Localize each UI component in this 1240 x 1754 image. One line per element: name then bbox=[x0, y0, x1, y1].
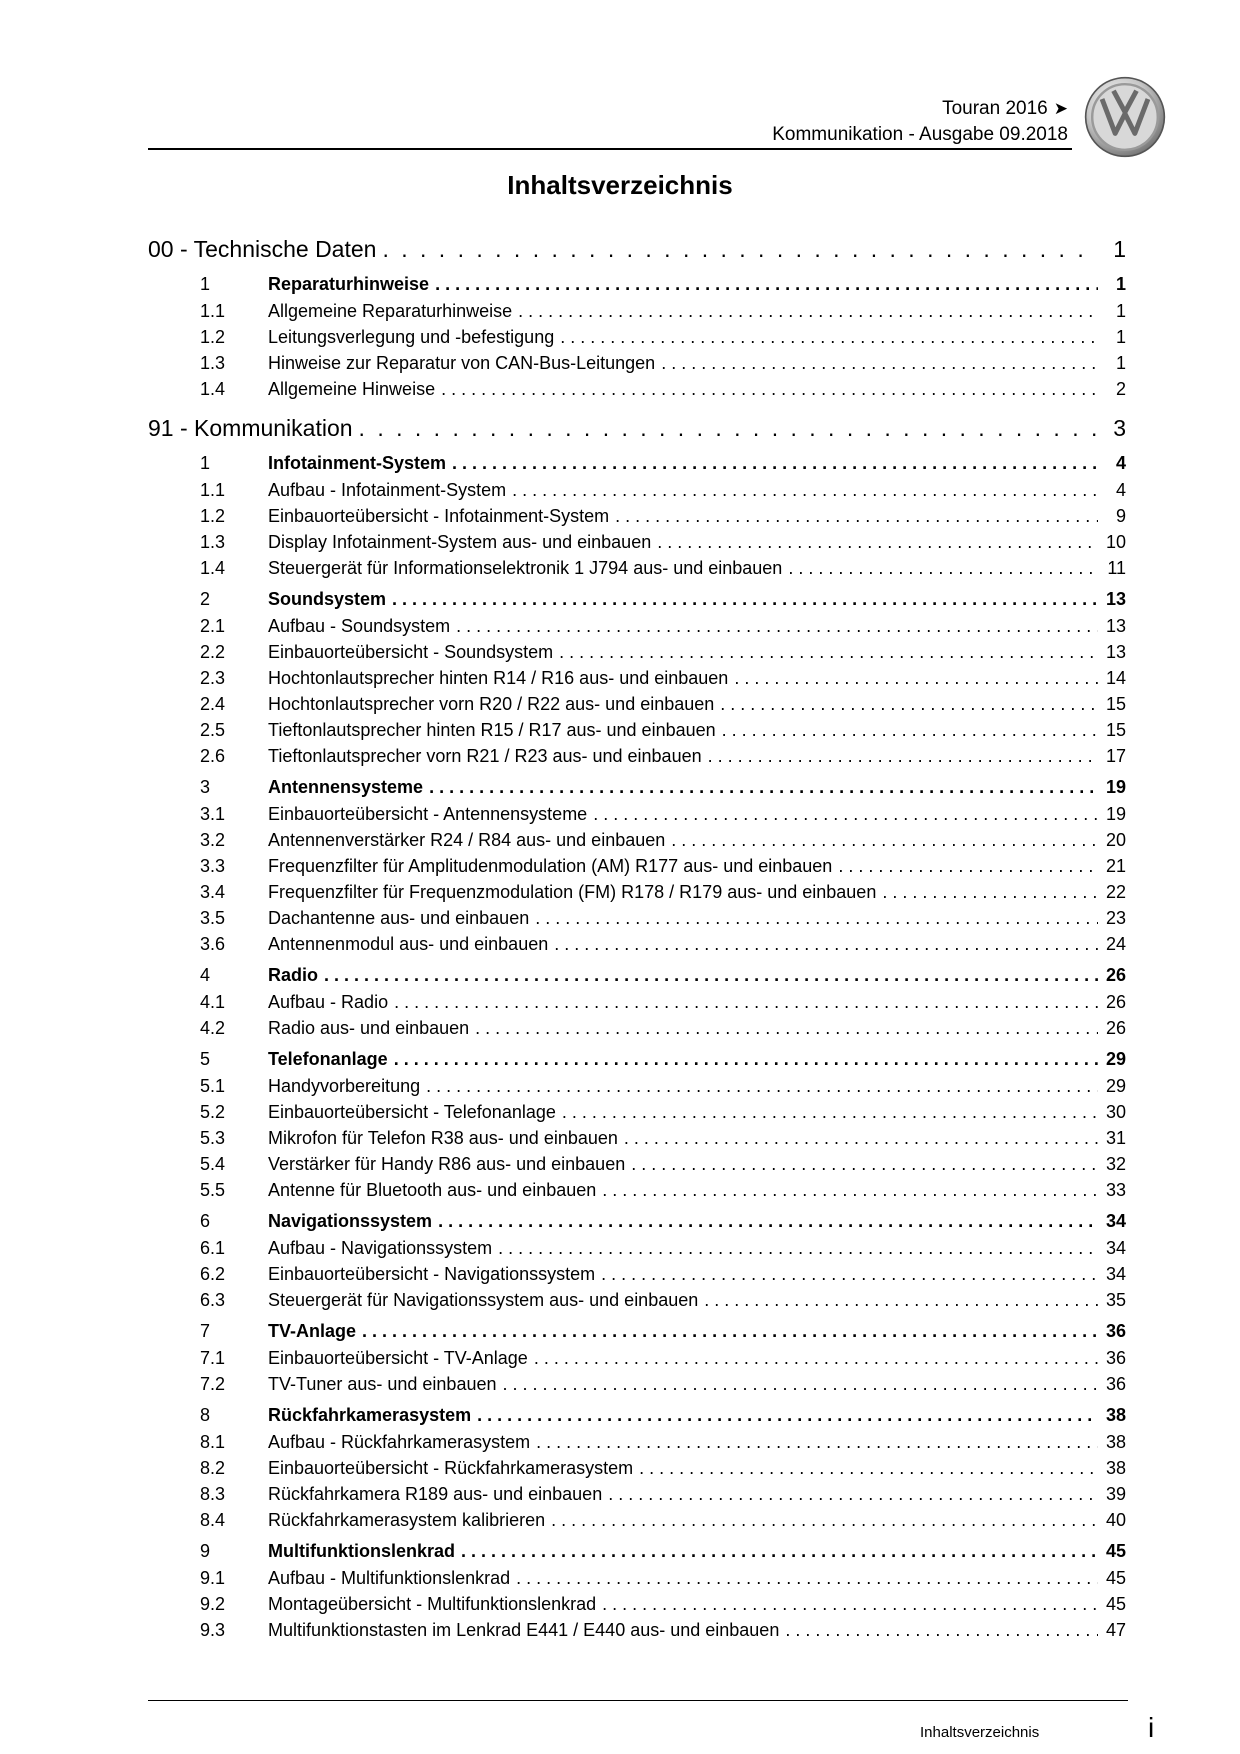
toc-leader-dots bbox=[318, 965, 1098, 986]
toc-leader-dots bbox=[698, 1290, 1098, 1311]
toc-title: Reparaturhinweise bbox=[268, 274, 430, 294]
footer-rule bbox=[148, 1700, 1128, 1701]
toc-leader-dots bbox=[716, 720, 1098, 741]
toc-page-number: 38 bbox=[1105, 1432, 1126, 1452]
toc-leader-dots bbox=[530, 1432, 1098, 1453]
toc-leader-dots bbox=[506, 480, 1098, 501]
toc-title: Steuergerät für Navigationssystem aus- und einbauen bbox=[268, 1290, 699, 1310]
toc-item-row[interactable] bbox=[148, 1458, 1126, 1484]
toc-number: 1 bbox=[200, 274, 211, 294]
header-edition: Kommunikation - Ausgabe 09.2018 bbox=[772, 124, 1068, 145]
toc-number: 2.6 bbox=[200, 746, 226, 766]
toc-number: 4 bbox=[200, 965, 211, 985]
toc-page-number: 24 bbox=[1105, 934, 1126, 954]
toc-page-number: 26 bbox=[1105, 965, 1126, 985]
toc-number: 8 bbox=[200, 1405, 211, 1425]
toc-page-number: 39 bbox=[1105, 1484, 1126, 1504]
toc-number: 9 bbox=[200, 1541, 211, 1561]
toc-page-number: 38 bbox=[1105, 1405, 1126, 1425]
toc-number: 3.4 bbox=[200, 882, 226, 902]
toc-leader-dots bbox=[388, 992, 1098, 1013]
toc-title: Handyvorbereitung bbox=[268, 1076, 421, 1096]
toc-leader-dots bbox=[496, 1374, 1098, 1395]
toc-page-number: 13 bbox=[1105, 642, 1126, 662]
toc-number: 8.3 bbox=[200, 1484, 226, 1504]
toc-chapter-row[interactable] bbox=[148, 236, 1126, 274]
table-of-contents bbox=[148, 236, 1126, 1646]
toc-item-row[interactable] bbox=[148, 642, 1126, 668]
toc-title: Hochtonlautsprecher vorn R20 / R22 aus- und einbauen bbox=[268, 694, 715, 714]
toc-page-number: 34 bbox=[1105, 1238, 1126, 1258]
toc-number: 4.2 bbox=[200, 1018, 226, 1038]
toc-title: Tieftonlautsprecher vorn R21 / R23 aus- und einbauen bbox=[268, 746, 702, 766]
header-model bbox=[148, 96, 1068, 122]
toc-number: 5.1 bbox=[200, 1076, 226, 1096]
toc-leader-dots bbox=[655, 353, 1098, 374]
toc-section-row[interactable] bbox=[148, 589, 1126, 616]
toc-title: Infotainment-System bbox=[268, 453, 447, 473]
toc-title: Allgemeine Hinweise bbox=[268, 379, 436, 399]
toc-item-row[interactable] bbox=[148, 804, 1126, 830]
toc-number: 9.2 bbox=[200, 1594, 226, 1614]
toc-item-row[interactable] bbox=[148, 1374, 1126, 1400]
page-header bbox=[148, 96, 1068, 148]
toc-page-number: 40 bbox=[1105, 1510, 1126, 1530]
toc-leader-dots bbox=[651, 532, 1098, 553]
toc-section-row[interactable] bbox=[148, 1541, 1126, 1568]
toc-item-row[interactable] bbox=[148, 1128, 1126, 1154]
toc-page-number: 4 bbox=[1115, 480, 1126, 500]
toc-title: Rückfahrkamerasystem bbox=[268, 1405, 472, 1425]
toc-page-number: 4 bbox=[1115, 453, 1126, 473]
toc-number: 5.4 bbox=[200, 1154, 226, 1174]
toc-number: 1.1 bbox=[200, 301, 226, 321]
toc-page-number: 13 bbox=[1105, 589, 1126, 609]
toc-item-row[interactable] bbox=[148, 746, 1126, 772]
toc-item-row[interactable] bbox=[148, 668, 1126, 694]
toc-leader-dots bbox=[388, 1049, 1098, 1070]
toc-leader-dots bbox=[471, 1405, 1098, 1426]
toc-number: 7.1 bbox=[200, 1348, 226, 1368]
toc-title: Tieftonlautsprecher hinten R15 / R17 aus- und einbauen bbox=[268, 720, 716, 740]
toc-leader-dots bbox=[435, 379, 1098, 400]
toc-number: 9.1 bbox=[200, 1568, 226, 1588]
toc-title: Antennenverstärker R24 / R84 aus- und einbauen bbox=[268, 830, 666, 850]
toc-title: Einbauorteübersicht - TV-Anlage bbox=[268, 1348, 528, 1368]
toc-number: 7 bbox=[200, 1321, 211, 1341]
toc-page-number: 34 bbox=[1105, 1211, 1126, 1231]
toc-title: Antennensysteme bbox=[268, 777, 424, 797]
toc-item-row[interactable] bbox=[148, 1290, 1126, 1316]
toc-page-number: 9 bbox=[1115, 506, 1126, 526]
toc-leader-dots bbox=[782, 558, 1098, 579]
toc-number: 4.1 bbox=[200, 992, 226, 1012]
toc-leader-dots bbox=[386, 589, 1098, 610]
toc-leader-dots bbox=[618, 1128, 1098, 1149]
toc-number: 1.4 bbox=[200, 379, 226, 399]
toc-page-number: 19 bbox=[1105, 777, 1126, 797]
toc-leader-dots bbox=[450, 616, 1098, 637]
header-rule bbox=[148, 148, 1072, 150]
toc-page-number: 20 bbox=[1105, 830, 1126, 850]
toc-title: Navigationssystem bbox=[268, 1211, 433, 1231]
toc-page-number: 21 bbox=[1105, 856, 1126, 876]
toc-number: 3.1 bbox=[200, 804, 226, 824]
footer-page-number: i bbox=[1148, 1712, 1155, 1743]
toc-item-row[interactable] bbox=[148, 558, 1126, 584]
toc-title: Rückfahrkamerasystem kalibrieren bbox=[268, 1510, 546, 1530]
toc-title: Multifunktionslenkrad bbox=[268, 1541, 456, 1561]
toc-section-row[interactable] bbox=[148, 1321, 1126, 1348]
toc-item-row[interactable] bbox=[148, 830, 1126, 856]
toc-page-number: 15 bbox=[1105, 694, 1126, 714]
toc-number: 2 bbox=[200, 589, 211, 609]
toc-page-number: 11 bbox=[1107, 558, 1126, 578]
toc-leader-dots bbox=[625, 1154, 1098, 1175]
toc-page-number: 31 bbox=[1105, 1128, 1126, 1148]
header-model-text: Touran 2016 bbox=[942, 98, 1048, 119]
toc-item-row[interactable] bbox=[148, 1238, 1126, 1264]
toc-title: Dachantenne aus- und einbauen bbox=[268, 908, 530, 928]
toc-title: Aufbau - Radio bbox=[268, 992, 389, 1012]
toc-page-number: 36 bbox=[1105, 1374, 1126, 1394]
toc-number: 1 bbox=[200, 453, 211, 473]
toc-leader-dots bbox=[728, 668, 1098, 689]
toc-leader-dots bbox=[455, 1541, 1098, 1562]
toc-item-row[interactable] bbox=[148, 480, 1126, 506]
toc-item-row[interactable] bbox=[148, 532, 1126, 558]
toc-section-row[interactable] bbox=[148, 274, 1126, 301]
toc-page-number: 1 bbox=[1115, 353, 1126, 373]
toc-page-number: 1 bbox=[1115, 327, 1126, 347]
toc-page-number: 1 bbox=[1115, 301, 1126, 321]
toc-leader-dots bbox=[596, 1180, 1098, 1201]
toc-item-row[interactable] bbox=[148, 353, 1126, 379]
toc-chapter-row[interactable] bbox=[148, 415, 1126, 453]
toc-item-row[interactable] bbox=[148, 882, 1126, 908]
toc-item-row[interactable] bbox=[148, 1154, 1126, 1180]
toc-item-row[interactable] bbox=[148, 1620, 1126, 1646]
toc-page-number: 29 bbox=[1105, 1049, 1126, 1069]
toc-number: 3.5 bbox=[200, 908, 226, 928]
toc-leader-dots bbox=[528, 1348, 1098, 1369]
toc-section-row[interactable] bbox=[148, 777, 1126, 804]
toc-item-row[interactable] bbox=[148, 1484, 1126, 1510]
toc-page-number: 14 bbox=[1105, 668, 1126, 688]
toc-section-row[interactable] bbox=[148, 1405, 1126, 1432]
toc-number: 1.4 bbox=[200, 558, 226, 578]
toc-leader-dots bbox=[876, 882, 1098, 903]
toc-title: Hinweise zur Reparatur von CAN-Bus-Leitungen bbox=[268, 353, 656, 373]
toc-leader-dots bbox=[702, 746, 1098, 767]
toc-section-row[interactable] bbox=[148, 453, 1126, 480]
page-title: Inhaltsverzeichnis bbox=[507, 170, 733, 200]
toc-item-row[interactable] bbox=[148, 694, 1126, 720]
toc-title: Steuergerät für Informationselektronik 1 J794 aus- und einbauen bbox=[268, 558, 783, 578]
toc-leader-dots bbox=[492, 1238, 1098, 1259]
toc-title: Leitungsverlegung und -befestigung bbox=[268, 327, 555, 347]
toc-page-number: 13 bbox=[1105, 616, 1126, 636]
toc-title: Aufbau - Multifunktionslenkrad bbox=[268, 1568, 511, 1588]
toc-title: Aufbau - Infotainment-System bbox=[268, 480, 507, 500]
toc-title: Rückfahrkamera R189 aus- und einbauen bbox=[268, 1484, 603, 1504]
toc-item-row[interactable] bbox=[148, 327, 1126, 353]
toc-page-number: 30 bbox=[1105, 1102, 1126, 1122]
toc-page-number: 15 bbox=[1105, 720, 1126, 740]
toc-title: TV-Tuner aus- und einbauen bbox=[268, 1374, 497, 1394]
toc-page-number: 26 bbox=[1105, 992, 1126, 1012]
toc-section-row[interactable] bbox=[148, 965, 1126, 992]
toc-leader-dots bbox=[429, 274, 1098, 295]
toc-number: 5 bbox=[200, 1049, 211, 1069]
toc-page-number: 3 bbox=[1113, 415, 1126, 441]
toc-number: 3.3 bbox=[200, 856, 226, 876]
toc-title: Verstärker für Handy R86 aus- und einbauen bbox=[268, 1154, 626, 1174]
toc-leader-dots bbox=[595, 1264, 1098, 1285]
toc-page-number: 10 bbox=[1105, 532, 1126, 552]
toc-title: Soundsystem bbox=[268, 589, 387, 609]
toc-leader-dots bbox=[553, 642, 1098, 663]
toc-number: 5.3 bbox=[200, 1128, 226, 1148]
toc-number: 6 bbox=[200, 1211, 211, 1231]
toc-item-row[interactable] bbox=[148, 1264, 1126, 1290]
toc-leader-dots bbox=[376, 236, 1098, 263]
toc-leader-dots bbox=[356, 1321, 1098, 1342]
toc-page-number: 45 bbox=[1105, 1594, 1126, 1614]
toc-title: Aufbau - Soundsystem bbox=[268, 616, 451, 636]
toc-title: 00 - Technische Daten bbox=[148, 236, 377, 262]
toc-item-row[interactable] bbox=[148, 1510, 1126, 1536]
toc-title: Frequenzfilter für Frequenzmodulation (FM) R178 / R179 aus- und einbauen bbox=[268, 882, 877, 902]
toc-item-row[interactable] bbox=[148, 856, 1126, 882]
toc-title: Einbauorteübersicht - Soundsystem bbox=[268, 642, 554, 662]
toc-leader-dots bbox=[529, 908, 1098, 929]
toc-number: 5.2 bbox=[200, 1102, 226, 1122]
toc-item-row[interactable] bbox=[148, 1102, 1126, 1128]
toc-number: 2.1 bbox=[200, 616, 226, 636]
toc-number: 2.3 bbox=[200, 668, 226, 688]
toc-page-number: 45 bbox=[1105, 1541, 1126, 1561]
toc-page-number: 29 bbox=[1105, 1076, 1126, 1096]
toc-leader-dots bbox=[832, 856, 1098, 877]
toc-item-row[interactable] bbox=[148, 301, 1126, 327]
toc-page-number: 36 bbox=[1105, 1348, 1126, 1368]
toc-number: 7.2 bbox=[200, 1374, 226, 1394]
toc-number: 2.5 bbox=[200, 720, 226, 740]
toc-leader-dots bbox=[633, 1458, 1098, 1479]
toc-number: 1.3 bbox=[200, 353, 226, 373]
toc-page-number: 35 bbox=[1105, 1290, 1126, 1310]
toc-leader-dots bbox=[548, 934, 1098, 955]
toc-leader-dots bbox=[432, 1211, 1098, 1232]
toc-item-row[interactable] bbox=[148, 720, 1126, 746]
toc-leader-dots bbox=[714, 694, 1098, 715]
toc-page-number: 33 bbox=[1105, 1180, 1126, 1200]
toc-title: Antennenmodul aus- und einbauen bbox=[268, 934, 549, 954]
vw-logo-icon bbox=[1084, 76, 1166, 158]
toc-title: Einbauorteübersicht - Navigationssystem bbox=[268, 1264, 596, 1284]
toc-title: Mikrofon für Telefon R38 aus- und einbauen bbox=[268, 1128, 618, 1148]
toc-number: 1.1 bbox=[200, 480, 226, 500]
toc-page-number: 47 bbox=[1105, 1620, 1126, 1640]
toc-page-number: 1 bbox=[1113, 236, 1126, 262]
toc-page-number: 34 bbox=[1105, 1264, 1126, 1284]
toc-page-number: 1 bbox=[1115, 274, 1126, 294]
toc-title: TV-Anlage bbox=[268, 1321, 357, 1341]
toc-number: 8.2 bbox=[200, 1458, 226, 1478]
footer-label: Inhaltsverzeichnis bbox=[920, 1724, 1040, 1741]
toc-number: 2.4 bbox=[200, 694, 226, 714]
toc-title: Hochtonlautsprecher hinten R14 / R16 aus- und einbauen bbox=[268, 668, 729, 688]
toc-page-number: 26 bbox=[1105, 1018, 1126, 1038]
toc-title: Einbauorteübersicht - Telefonanlage bbox=[268, 1102, 556, 1122]
toc-page-number: 19 bbox=[1105, 804, 1126, 824]
toc-title: Radio bbox=[268, 965, 319, 985]
toc-number: 6.2 bbox=[200, 1264, 226, 1284]
toc-number: 3 bbox=[200, 777, 211, 797]
toc-number: 6.1 bbox=[200, 1238, 226, 1258]
toc-title: Aufbau - Navigationssystem bbox=[268, 1238, 493, 1258]
toc-leader-dots bbox=[512, 301, 1098, 322]
toc-leader-dots bbox=[420, 1076, 1098, 1097]
toc-item-row[interactable] bbox=[148, 1348, 1126, 1374]
toc-item-row[interactable] bbox=[148, 992, 1126, 1018]
toc-title: Montageübersicht - Multifunktionslenkrad bbox=[268, 1594, 597, 1614]
toc-leader-dots bbox=[596, 1594, 1098, 1615]
toc-number: 6.3 bbox=[200, 1290, 226, 1310]
toc-item-row[interactable] bbox=[148, 908, 1126, 934]
toc-title: Display Infotainment-System aus- und einbauen bbox=[268, 532, 652, 552]
toc-page-number: 38 bbox=[1105, 1458, 1126, 1478]
toc-number: 2.2 bbox=[200, 642, 226, 662]
toc-title: Frequenzfilter für Amplitudenmodulation (AM) R177 aus- und einbauen bbox=[268, 856, 833, 876]
toc-leader-dots bbox=[779, 1620, 1098, 1641]
toc-section-row[interactable] bbox=[148, 1211, 1126, 1238]
toc-leader-dots bbox=[609, 506, 1098, 527]
toc-page-number: 32 bbox=[1105, 1154, 1126, 1174]
toc-title: Radio aus- und einbauen bbox=[268, 1018, 470, 1038]
arrow-right-icon: ➤ bbox=[1053, 99, 1068, 118]
toc-page-number: 2 bbox=[1115, 379, 1126, 399]
toc-number: 3.6 bbox=[200, 934, 226, 954]
toc-leader-dots bbox=[554, 327, 1098, 348]
toc-page-number: 23 bbox=[1105, 908, 1126, 928]
toc-leader-dots bbox=[665, 830, 1098, 851]
toc-leader-dots bbox=[510, 1568, 1098, 1589]
toc-title: Telefonanlage bbox=[268, 1049, 388, 1069]
toc-item-row[interactable] bbox=[148, 1018, 1126, 1044]
toc-page-number: 22 bbox=[1105, 882, 1126, 902]
toc-number: 5.5 bbox=[200, 1180, 226, 1200]
toc-title: Allgemeine Reparaturhinweise bbox=[268, 301, 513, 321]
toc-item-row[interactable] bbox=[148, 1180, 1126, 1206]
toc-page-number: 36 bbox=[1105, 1321, 1126, 1341]
toc-leader-dots bbox=[446, 453, 1098, 474]
toc-number: 8.4 bbox=[200, 1510, 226, 1530]
toc-item-row[interactable] bbox=[148, 1432, 1126, 1458]
toc-title: Einbauorteübersicht - Infotainment-System bbox=[268, 506, 610, 526]
toc-number: 3.2 bbox=[200, 830, 226, 850]
toc-item-row[interactable] bbox=[148, 1594, 1126, 1620]
toc-page-number: 17 bbox=[1105, 746, 1126, 766]
toc-leader-dots bbox=[423, 777, 1098, 798]
toc-title: Antenne für Bluetooth aus- und einbauen bbox=[268, 1180, 597, 1200]
toc-leader-dots bbox=[587, 804, 1098, 825]
toc-leader-dots bbox=[545, 1510, 1098, 1531]
toc-page-number: 45 bbox=[1105, 1568, 1126, 1588]
toc-number: 1.3 bbox=[200, 532, 226, 552]
toc-leader-dots bbox=[556, 1102, 1098, 1123]
toc-title: 91 - Kommunikation bbox=[148, 415, 353, 441]
toc-item-row[interactable] bbox=[148, 379, 1126, 405]
toc-number: 1.2 bbox=[200, 506, 226, 526]
toc-leader-dots bbox=[469, 1018, 1098, 1039]
toc-number: 9.3 bbox=[200, 1620, 226, 1640]
toc-section-row[interactable] bbox=[148, 1049, 1126, 1076]
toc-leader-dots bbox=[602, 1484, 1098, 1505]
toc-number: 1.2 bbox=[200, 327, 226, 347]
toc-item-row[interactable] bbox=[148, 1076, 1126, 1102]
toc-title: Multifunktionstasten im Lenkrad E441 / E440 aus- und einbauen bbox=[268, 1620, 780, 1640]
toc-title: Aufbau - Rückfahrkamerasystem bbox=[268, 1432, 531, 1452]
toc-leader-dots bbox=[353, 415, 1098, 442]
toc-title: Einbauorteübersicht - Rückfahrkamerasystem bbox=[268, 1458, 634, 1478]
toc-item-row[interactable] bbox=[148, 506, 1126, 532]
toc-title: Einbauorteübersicht - Antennensysteme bbox=[268, 804, 588, 824]
toc-item-row[interactable] bbox=[148, 934, 1126, 960]
toc-item-row[interactable] bbox=[148, 616, 1126, 642]
toc-item-row[interactable] bbox=[148, 1568, 1126, 1594]
toc-number: 8.1 bbox=[200, 1432, 226, 1452]
